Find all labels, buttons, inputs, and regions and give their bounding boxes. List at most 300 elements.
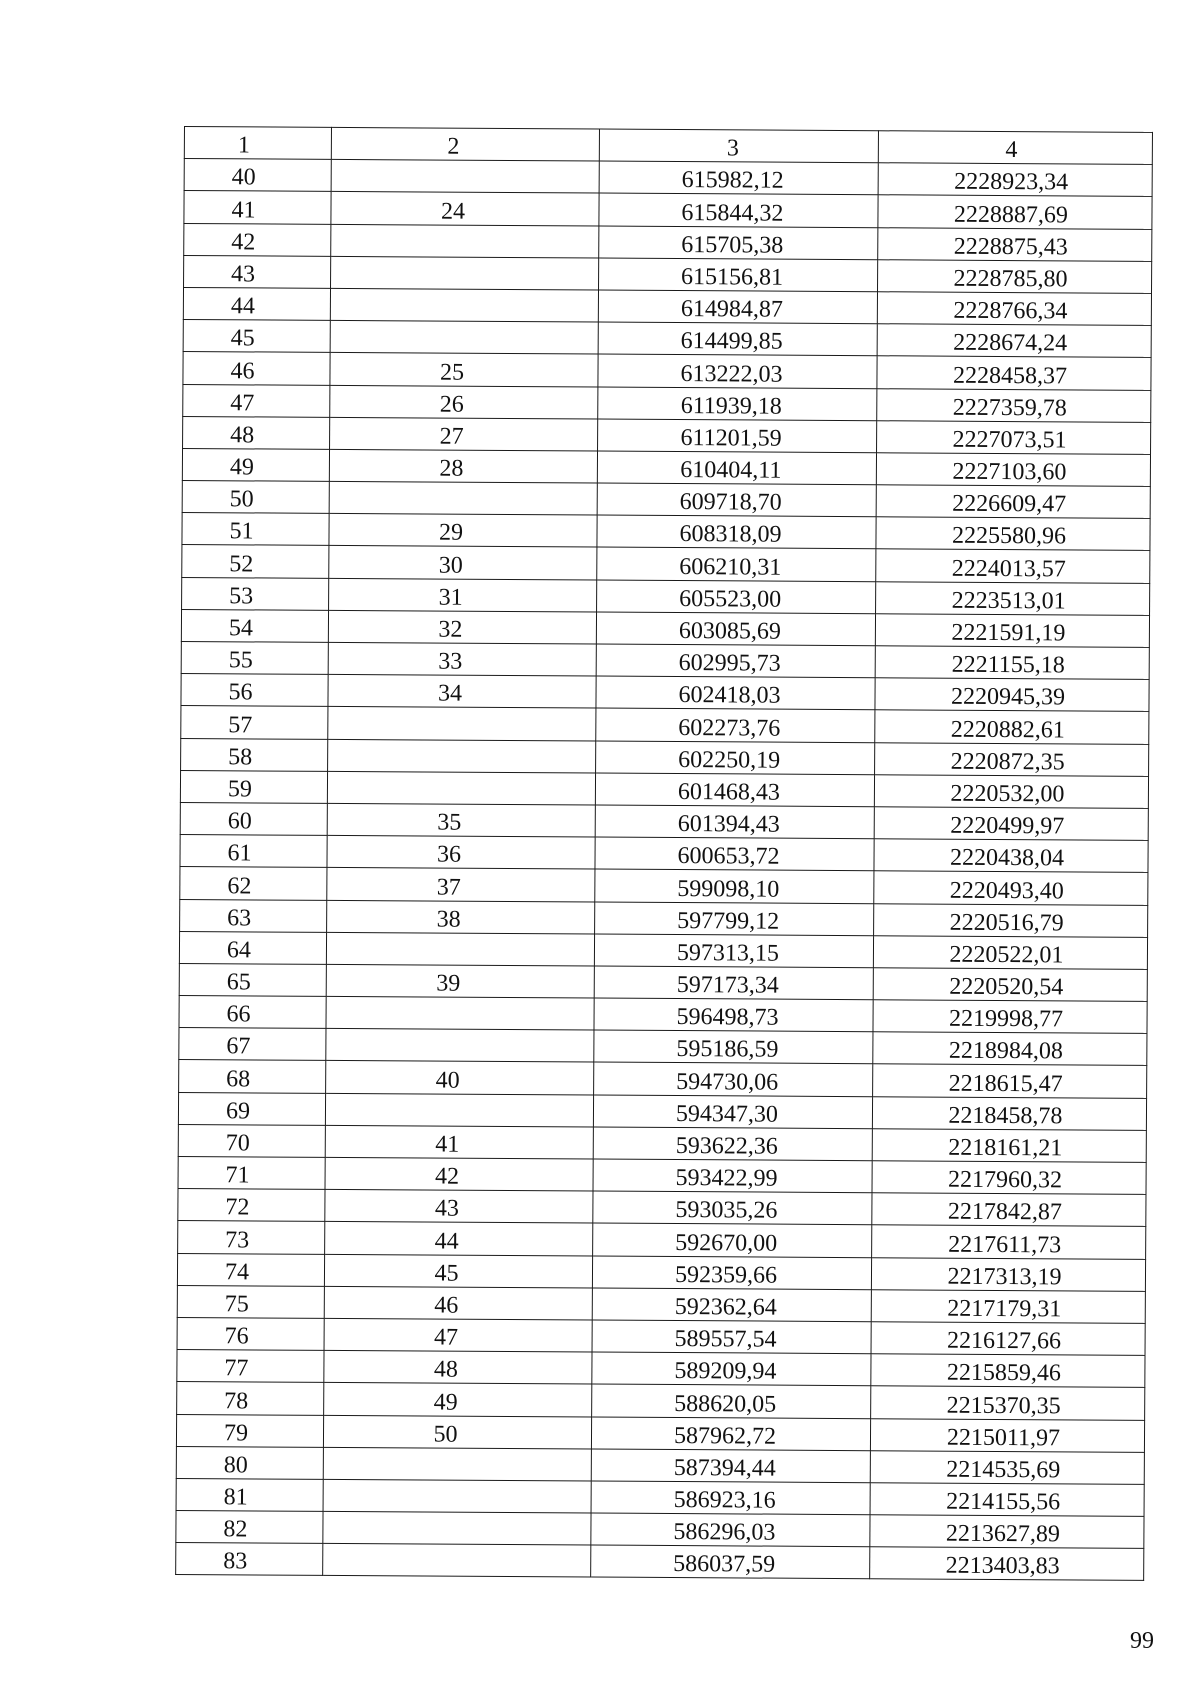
coordinate-x-value: 592359,66 <box>674 1261 778 1289</box>
point-number-cell <box>183 320 330 353</box>
coordinate-x-cell <box>592 1256 871 1290</box>
coordinate-x-value: 615156,81 <box>681 263 784 291</box>
coordinate-x-value: 603085,69 <box>678 618 782 645</box>
vertex-number-value: 35 <box>437 809 462 836</box>
coordinate-x-cell <box>597 580 876 614</box>
point-number-cell <box>180 867 327 900</box>
coordinate-x-value: 615844,32 <box>681 199 784 227</box>
point-number-cell <box>177 1285 324 1318</box>
coordinate-y-value: 2215859,46 <box>946 1359 1061 1387</box>
coordinate-x-cell <box>594 998 873 1032</box>
coordinate-y-value: 2219998,77 <box>948 1005 1064 1033</box>
coordinate-x-value: 592670,00 <box>675 1229 778 1257</box>
coordinate-x-cell <box>598 290 877 324</box>
coordinate-x-cell <box>595 902 874 936</box>
point-number-value: 58 <box>228 744 253 771</box>
vertex-number-value: 45 <box>434 1260 459 1287</box>
coordinate-x-cell <box>597 547 876 581</box>
vertex-number-cell <box>324 1318 592 1352</box>
coordinate-y-cell <box>877 292 1151 326</box>
coordinate-x-cell <box>598 322 877 356</box>
coordinate-x-value: 611201,59 <box>680 424 782 452</box>
coordinate-y-value: 2228674,24 <box>953 330 1068 357</box>
coordinate-y-value: 2220438,04 <box>949 845 1065 872</box>
coordinate-y-value: 2226609,47 <box>952 490 1067 518</box>
point-number-cell <box>176 1478 323 1511</box>
coordinate-y-value: 2213403,83 <box>945 1553 1060 1580</box>
point-number-value: 82 <box>223 1516 248 1543</box>
point-number-cell <box>177 1350 324 1383</box>
coordinate-y-value: 2228887,69 <box>953 201 1069 228</box>
point-number-value: 81 <box>223 1484 248 1511</box>
header-cell-col1: 1 <box>184 127 331 160</box>
coordinate-x-value: 597173,34 <box>676 972 779 999</box>
vertex-number-cell <box>328 610 596 644</box>
vertex-number-value: 32 <box>438 616 463 643</box>
coordinate-y-value: 2225580,96 <box>951 523 1067 550</box>
vertex-number-cell <box>323 1544 591 1578</box>
vertex-number-value: 36 <box>436 841 462 869</box>
coordinate-y-value: 2220882,61 <box>950 716 1065 743</box>
coordinate-y-value: 2220945,39 <box>950 684 1066 711</box>
vertex-number-value: 47 <box>434 1324 459 1351</box>
page-number: 99 <box>1130 1628 1154 1654</box>
vertex-number-cell <box>330 417 598 451</box>
coordinate-x-value: 586923,16 <box>673 1487 776 1514</box>
coordinate-x-value: 586296,03 <box>673 1519 776 1546</box>
point-number-value: 62 <box>227 872 252 899</box>
point-number-value: 71 <box>225 1162 250 1189</box>
point-number-value: 70 <box>225 1130 250 1157</box>
point-number-value: 79 <box>223 1419 249 1447</box>
coordinate-x-cell <box>599 193 878 227</box>
point-number-cell <box>180 899 327 932</box>
vertex-number-value: 28 <box>439 455 464 482</box>
coordinate-y-value: 2220872,35 <box>950 748 1065 776</box>
vertex-number-cell <box>326 1061 594 1095</box>
coordinate-x-cell <box>592 1384 871 1418</box>
coordinate-x-cell <box>593 1191 872 1225</box>
table-row <box>176 1543 1144 1581</box>
point-number-cell <box>182 448 329 481</box>
point-number-cell <box>178 1092 325 1125</box>
vertex-number-value: 24 <box>440 198 466 225</box>
vertex-number-cell <box>331 160 599 194</box>
coordinate-y-cell <box>872 1096 1146 1130</box>
point-number-value: 51 <box>229 518 254 545</box>
point-number-cell <box>181 641 328 674</box>
coordinate-y-cell <box>871 1354 1145 1388</box>
vertex-number-value: 25 <box>439 359 465 386</box>
coordinate-y-cell <box>873 1032 1147 1066</box>
coordinate-y-cell <box>877 420 1151 454</box>
vertex-number-cell <box>323 1511 591 1545</box>
vertex-number-cell <box>330 321 598 355</box>
point-number-cell <box>176 1414 323 1447</box>
point-number-cell <box>179 931 326 964</box>
coordinate-y-cell <box>874 903 1148 937</box>
coordinate-x-cell <box>594 934 873 968</box>
vertex-number-value: 30 <box>438 552 463 579</box>
coordinate-x-cell <box>594 1030 873 1064</box>
vertex-number-cell <box>324 1286 592 1320</box>
vertex-number-cell <box>325 1125 593 1159</box>
coordinate-x-value: 593035,26 <box>675 1197 778 1225</box>
coordinate-y-value: 2228766,34 <box>953 297 1068 325</box>
coordinate-y-cell <box>878 195 1152 229</box>
coordinate-y-value: 2217960,32 <box>947 1166 1063 1194</box>
coordinate-y-value: 2218984,08 <box>948 1038 1063 1065</box>
coordinate-x-value: 609718,70 <box>679 489 782 516</box>
vertex-number-cell <box>324 1383 592 1417</box>
point-number-cell <box>180 770 327 803</box>
coordinate-y-cell <box>873 968 1147 1002</box>
coordinate-y-cell <box>871 1289 1145 1323</box>
point-number-value: 73 <box>225 1226 250 1253</box>
point-number-cell <box>181 738 328 771</box>
point-number-cell <box>183 384 330 417</box>
point-number-cell <box>184 255 331 288</box>
vertex-number-value: 37 <box>436 874 461 901</box>
coordinate-x-cell <box>591 1449 870 1483</box>
point-number-cell <box>178 1189 325 1222</box>
coordinate-y-value: 2221155,18 <box>951 651 1065 679</box>
coordinate-x-value: 615705,38 <box>681 231 784 259</box>
coordinate-x-value: 589557,54 <box>674 1326 777 1353</box>
point-number-value: 64 <box>226 937 252 964</box>
coordinate-y-value: 2217179,31 <box>947 1295 1062 1323</box>
point-number-cell <box>180 835 327 868</box>
coordinate-x-value: 613222,03 <box>680 360 783 388</box>
coordinate-x-cell <box>594 966 873 1000</box>
coordinate-y-value: 2220499,97 <box>950 812 1065 840</box>
vertex-number-value: 41 <box>435 1131 460 1158</box>
vertex-number-cell <box>325 1222 593 1256</box>
point-number-cell <box>182 481 329 514</box>
point-number-value: 69 <box>225 1098 251 1125</box>
coordinate-y-cell <box>877 356 1151 390</box>
vertex-number-value: 42 <box>435 1163 460 1190</box>
coordinate-x-value: 605523,00 <box>679 585 782 613</box>
coordinate-x-cell <box>597 515 876 549</box>
point-number-value: 46 <box>230 357 255 384</box>
coordinate-y-cell <box>874 774 1148 808</box>
vertex-number-cell <box>328 707 596 741</box>
vertex-number-value: 43 <box>434 1195 459 1223</box>
point-number-value: 56 <box>228 679 253 706</box>
coordinate-x-cell <box>596 676 875 710</box>
coordinate-y-value: 2218161,21 <box>948 1134 1063 1162</box>
coordinate-y-cell <box>870 1450 1144 1484</box>
vertex-number-cell <box>327 900 595 934</box>
coordinate-y-cell <box>877 388 1151 422</box>
coordinate-x-cell <box>598 354 877 388</box>
point-number-value: 78 <box>224 1387 249 1414</box>
vertex-number-value: 33 <box>438 648 463 675</box>
coordinate-y-value: 2215011,97 <box>946 1424 1061 1452</box>
coordinate-x-cell <box>591 1513 870 1547</box>
point-number-value: 57 <box>228 711 253 738</box>
point-number-value: 75 <box>224 1291 249 1318</box>
point-number-value: 41 <box>231 196 256 224</box>
coordinate-y-value: 2217842,87 <box>947 1199 1062 1226</box>
coordinates-table-body <box>176 127 1153 1581</box>
coordinate-x-cell <box>595 805 874 839</box>
point-number-cell <box>184 159 331 192</box>
point-number-cell <box>181 706 328 739</box>
coordinate-y-cell <box>872 1193 1146 1227</box>
vertex-number-cell <box>331 256 599 290</box>
coordinate-x-value: 586037,59 <box>673 1551 776 1579</box>
coordinate-x-value: 615982,12 <box>681 167 784 195</box>
coordinate-y-cell <box>875 710 1149 744</box>
point-number-cell <box>183 352 330 385</box>
coordinate-y-cell <box>875 678 1149 712</box>
vertex-number-cell <box>329 578 597 612</box>
coordinate-x-cell <box>592 1320 871 1354</box>
vertex-number-cell <box>327 868 595 902</box>
vertex-number-value: 44 <box>434 1228 459 1255</box>
vertex-number-cell <box>323 1479 591 1513</box>
coordinate-x-value: 593622,36 <box>675 1133 778 1160</box>
vertex-number-cell <box>325 1093 593 1127</box>
coordinate-y-value: 2215370,35 <box>946 1392 1061 1419</box>
coordinate-y-value: 2224013,57 <box>951 555 1066 583</box>
coordinate-x-value: 587962,72 <box>673 1422 777 1450</box>
point-number-cell <box>177 1253 324 1286</box>
coordinate-y-value: 2228458,37 <box>952 362 1068 389</box>
coordinate-x-cell <box>596 708 875 742</box>
vertex-number-value: 49 <box>433 1389 458 1416</box>
header-cell-col2: 2 <box>331 127 599 161</box>
coordinate-y-cell <box>870 1483 1144 1517</box>
point-number-value: 61 <box>227 840 252 867</box>
coordinate-y-cell <box>871 1386 1145 1420</box>
coordinate-y-cell <box>876 549 1150 583</box>
coordinate-x-cell <box>593 1127 872 1161</box>
coordinate-y-cell <box>871 1322 1145 1356</box>
point-number-value: 44 <box>230 293 255 320</box>
coordinate-y-value: 2214535,69 <box>946 1456 1061 1484</box>
coordinate-y-value: 2227073,51 <box>952 426 1067 454</box>
coordinate-x-value: 602250,19 <box>678 746 781 774</box>
coordinate-y-value: 2220522,01 <box>949 941 1064 969</box>
coordinates-table <box>175 126 1153 1581</box>
vertex-number-cell <box>329 481 597 515</box>
coordinate-x-cell <box>595 773 874 807</box>
coordinate-x-value: 606210,31 <box>679 553 782 581</box>
vertex-number-cell <box>325 1157 593 1191</box>
coordinate-x-value: 597799,12 <box>677 907 780 935</box>
point-number-value: 52 <box>229 550 254 578</box>
vertex-number-cell <box>329 514 597 548</box>
coordinate-y-value: 2228785,80 <box>953 265 1068 293</box>
coordinate-y-cell <box>875 646 1149 680</box>
vertex-number-cell <box>328 642 596 676</box>
point-number-value: 63 <box>227 904 252 932</box>
coordinate-x-value: 592362,64 <box>674 1293 777 1321</box>
point-number-cell <box>180 802 327 835</box>
point-number-value: 43 <box>231 261 256 288</box>
coordinate-x-value: 602273,76 <box>678 714 781 742</box>
coordinate-y-value: 2213627,89 <box>945 1520 1060 1548</box>
coordinate-y-value: 2217611,73 <box>948 1231 1062 1258</box>
point-number-value: 74 <box>224 1259 250 1286</box>
vertex-number-value: 34 <box>437 680 463 708</box>
coordinate-x-cell <box>595 837 874 871</box>
point-number-cell <box>183 287 330 320</box>
point-number-cell <box>177 1382 324 1415</box>
vertex-number-cell <box>331 192 599 226</box>
vertex-number-value: 48 <box>433 1356 458 1384</box>
coordinate-x-value: 611939,18 <box>680 392 782 420</box>
coordinate-x-value: 588620,05 <box>674 1390 777 1418</box>
vertex-number-cell <box>325 1190 593 1224</box>
coordinate-y-cell <box>870 1418 1144 1452</box>
point-number-cell <box>182 513 329 546</box>
vertex-number-value: 39 <box>436 970 461 997</box>
coordinate-y-cell <box>874 871 1148 905</box>
point-number-cell <box>182 545 329 578</box>
coordinate-x-cell <box>592 1288 871 1322</box>
vertex-number-cell <box>327 803 595 837</box>
vertex-number-value: 31 <box>438 584 463 611</box>
coordinate-x-value: 608318,09 <box>679 521 782 549</box>
coordinate-y-value: 2221591,19 <box>951 619 1066 647</box>
coordinate-y-cell <box>872 1161 1146 1195</box>
coordinate-y-cell <box>876 453 1150 487</box>
point-number-value: 40 <box>231 164 256 191</box>
coordinate-x-cell <box>594 1062 873 1096</box>
coordinate-y-cell <box>878 227 1152 261</box>
coordinate-y-cell <box>877 324 1151 358</box>
point-number-value: 60 <box>227 808 252 835</box>
coordinate-y-cell <box>870 1515 1144 1549</box>
point-number-cell <box>184 191 331 224</box>
coordinate-x-cell <box>591 1545 870 1579</box>
point-number-value: 77 <box>224 1355 249 1382</box>
coordinate-x-cell <box>599 258 878 292</box>
point-number-value: 76 <box>224 1323 249 1350</box>
point-number-cell <box>179 1060 326 1093</box>
coordinate-y-value: 2214155,56 <box>946 1488 1061 1516</box>
coordinate-y-value: 2220532,00 <box>950 780 1065 808</box>
point-number-cell <box>179 963 326 996</box>
coordinate-x-cell <box>599 226 878 260</box>
coordinate-x-value: 595186,59 <box>676 1036 779 1064</box>
coordinate-x-cell <box>591 1417 870 1451</box>
header-cell-col3: 3 <box>599 129 878 163</box>
coordinate-x-value: 594730,06 <box>676 1068 779 1096</box>
coordinate-x-cell <box>597 451 876 485</box>
coordinate-y-cell <box>870 1547 1144 1581</box>
coordinate-y-value: 2227103,60 <box>952 458 1067 486</box>
point-number-cell <box>184 223 331 256</box>
vertex-number-cell <box>328 739 596 773</box>
point-number-value: 67 <box>226 1033 251 1060</box>
vertex-number-cell <box>326 964 594 998</box>
point-number-value: 68 <box>226 1065 251 1093</box>
point-number-value: 50 <box>229 486 254 513</box>
point-number-value: 80 <box>223 1452 248 1479</box>
point-number-cell <box>176 1543 323 1576</box>
coordinate-y-cell <box>874 839 1148 873</box>
coordinate-y-value: 2228923,34 <box>954 169 1069 196</box>
vertex-number-value: 50 <box>433 1421 458 1448</box>
point-number-cell <box>179 996 326 1029</box>
coordinate-x-value: 602995,73 <box>678 650 781 677</box>
coordinate-x-cell <box>593 1095 872 1129</box>
coordinate-y-value: 2220493,40 <box>949 877 1064 904</box>
coordinate-y-cell <box>872 1225 1146 1259</box>
vertex-number-value: 46 <box>434 1292 459 1319</box>
coordinate-y-value: 2220516,79 <box>949 909 1064 937</box>
coordinate-x-value: 599098,10 <box>677 875 780 903</box>
point-number-cell <box>176 1511 323 1544</box>
coordinate-y-value: 2216127,66 <box>947 1327 1062 1355</box>
coordinate-y-cell <box>878 259 1152 293</box>
vertex-number-cell <box>330 353 598 387</box>
point-number-cell <box>181 674 328 707</box>
vertex-number-cell <box>330 385 598 419</box>
coordinate-y-cell <box>876 485 1150 519</box>
coordinate-y-cell <box>875 742 1149 776</box>
point-number-cell <box>182 577 329 610</box>
vertex-number-cell <box>323 1415 591 1449</box>
point-number-cell <box>177 1317 324 1350</box>
coordinate-x-value: 610404,11 <box>680 457 782 484</box>
point-number-value: 53 <box>229 583 254 610</box>
vertex-number-cell <box>329 546 597 580</box>
vertex-number-cell <box>328 675 596 709</box>
coordinate-x-value: 602418,03 <box>678 682 781 710</box>
coordinate-x-value: 589209,94 <box>674 1358 777 1385</box>
point-number-cell <box>178 1156 325 1189</box>
point-number-value: 83 <box>223 1548 248 1575</box>
point-number-value: 49 <box>229 454 254 481</box>
point-number-cell <box>181 609 328 642</box>
coordinate-x-cell <box>596 741 875 775</box>
point-number-value: 45 <box>230 325 255 352</box>
vertex-number-cell <box>331 224 599 258</box>
coordinate-x-cell <box>591 1481 870 1515</box>
vertex-number-cell <box>324 1351 592 1385</box>
coordinate-x-value: 614984,87 <box>680 296 783 323</box>
coordinate-y-value: 2223513,01 <box>951 587 1066 615</box>
coordinate-x-cell <box>595 869 874 903</box>
coordinate-x-value: 601468,43 <box>677 778 781 806</box>
point-number-value: 47 <box>230 389 255 417</box>
vertex-number-value: 40 <box>435 1067 460 1094</box>
vertex-number-cell <box>326 1029 594 1063</box>
coordinate-y-cell <box>878 163 1152 197</box>
coordinate-y-cell <box>875 614 1149 648</box>
coordinate-y-value: 2227359,78 <box>952 394 1067 422</box>
vertex-number-value: 26 <box>439 391 464 418</box>
point-number-value: 66 <box>226 1001 251 1028</box>
coordinate-x-cell <box>598 387 877 421</box>
coordinate-x-cell <box>593 1223 872 1257</box>
coordinate-y-value: 2218458,78 <box>948 1102 1063 1130</box>
vertex-number-value: 29 <box>438 520 464 547</box>
vertex-number-cell <box>323 1447 591 1481</box>
coordinate-x-cell <box>598 419 877 453</box>
coordinate-y-value: 2220520,54 <box>949 973 1064 1001</box>
point-number-value: 54 <box>228 615 254 642</box>
coordinate-y-value: 2228875,43 <box>953 233 1068 261</box>
vertex-number-cell <box>326 932 594 966</box>
point-number-cell <box>178 1124 325 1157</box>
